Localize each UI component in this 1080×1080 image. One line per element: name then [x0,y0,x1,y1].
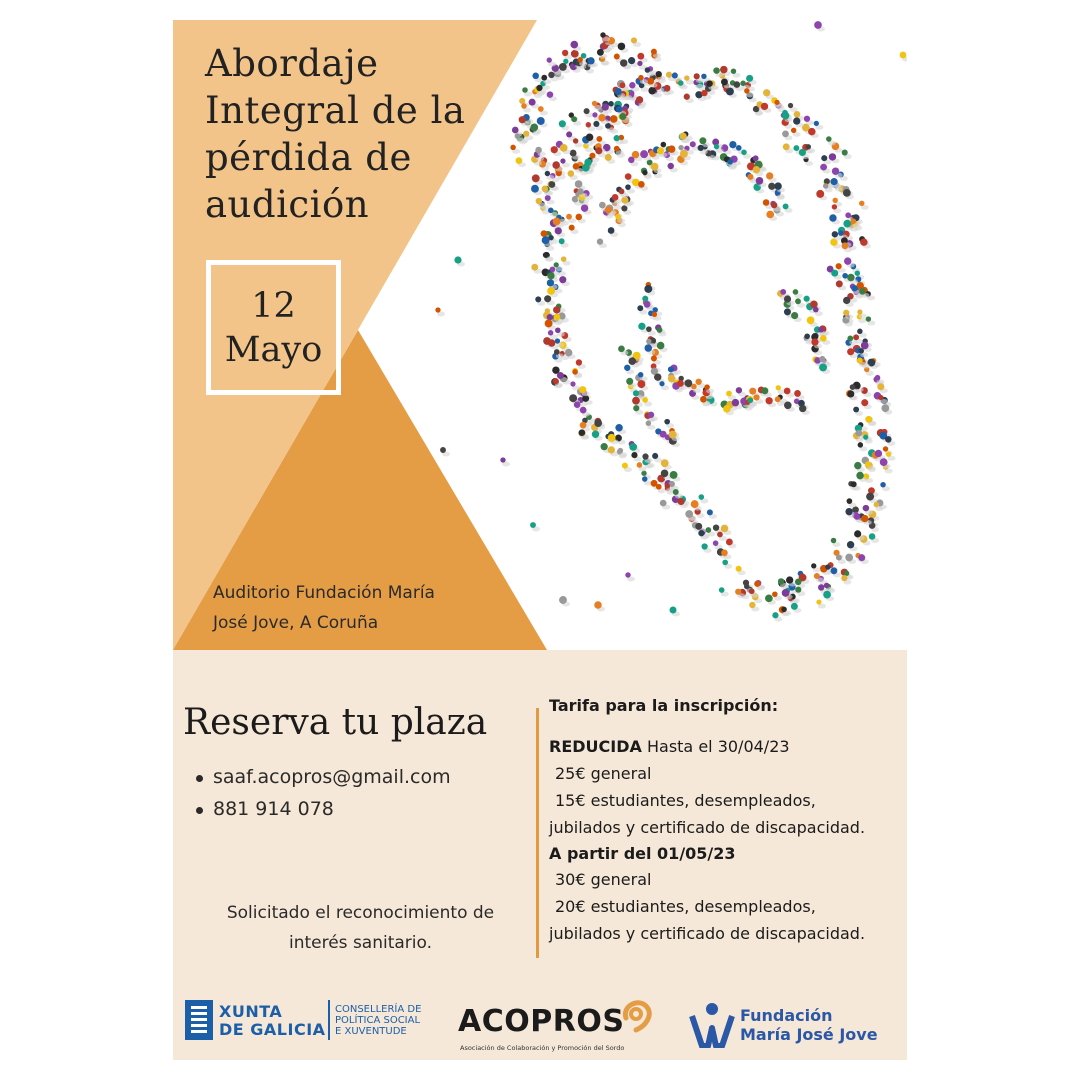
tariff-heading-text: Tarifa para la inscripción: [549,696,779,715]
xunta-shield-icon [185,1000,213,1040]
accent-divider [536,708,539,958]
tariff-reduced-line-1: 25€ general [555,764,652,783]
xunta-text-1: XUNTA [219,1002,283,1021]
bullet-icon [196,807,203,814]
fundacion-line-2: María José Jove [740,1025,878,1044]
contact-email[interactable] [213,766,451,788]
fundacion-logo [688,1002,893,1050]
tariff-reduced-line-3: jubilados y certificado de discapacidad. [549,818,866,837]
tariff-regular-line-1: 30€ general [555,870,652,889]
tariff-reduced-row [549,737,790,756]
tariff-regular-line-2: 20€ estudiantes, desempleados, [555,897,816,916]
tariff-reduced-until: Hasta el 30/04/23 [646,737,790,756]
reserve-title: Reserva tu plaza [183,702,488,743]
contact-email-text: saaf.acopros@gmail.com [213,766,451,788]
tariff-regular-line-3: jubilados y certificado de discapacidad. [549,924,866,943]
venue-line-2: José Jove, A Coruña [213,613,379,633]
tariff-regular-label-text: A partir del 01/05/23 [549,844,736,863]
acopros-name: ACOPROS [458,1004,625,1039]
note-line-1: Solicitado el reconocimiento de [226,903,495,923]
note-line-2: interés sanitario. [288,933,433,953]
xunta-logo [185,1000,435,1042]
tariff-reduced-line-2: 15€ estudiantes, desempleados, [555,791,816,810]
tariff-regular-label [549,844,736,863]
conselleria-line-1: CONSELLERÍA DE [335,1004,422,1015]
info-section [173,650,907,1060]
xunta-text-2: DE GALICIA [219,1020,326,1039]
tariff-reduced-label: REDUCIDA [549,737,642,756]
acopros-ear-icon [618,996,658,1036]
date-month: Mayo [224,329,323,370]
fundacion-line-1: Fundación [740,1006,833,1025]
conselleria-line-3: E XUVENTUDE [335,1026,407,1037]
title-line-1: Abordaje [205,42,379,85]
xunta-divider [328,1000,330,1040]
poster [173,20,907,1060]
bullet-icon [196,775,203,782]
contact-phone-text: 881 914 078 [213,798,334,820]
tariff-heading [549,696,778,715]
fundacion-figure-icon [688,1002,736,1048]
acopros-subtitle: Asociación de Colaboración y Promoción del Sordo [460,1044,625,1052]
date-day: 12 [251,285,296,326]
venue-line-1: Auditorio Fundación María [213,583,435,603]
contact-phone[interactable] [213,798,334,820]
title-line-2: Integral de la [205,89,466,132]
poster-hero [173,20,907,650]
ear-of-crowd-photo [435,21,907,622]
date-box [206,260,341,395]
title-line-3: pérdida de [205,136,412,179]
xunta-emblem-icon [185,1000,213,1040]
conselleria-line-2: POLÍTICA SOCIAL [335,1015,421,1026]
title-line-4: audición [205,183,370,226]
acopros-logo [458,1000,658,1060]
